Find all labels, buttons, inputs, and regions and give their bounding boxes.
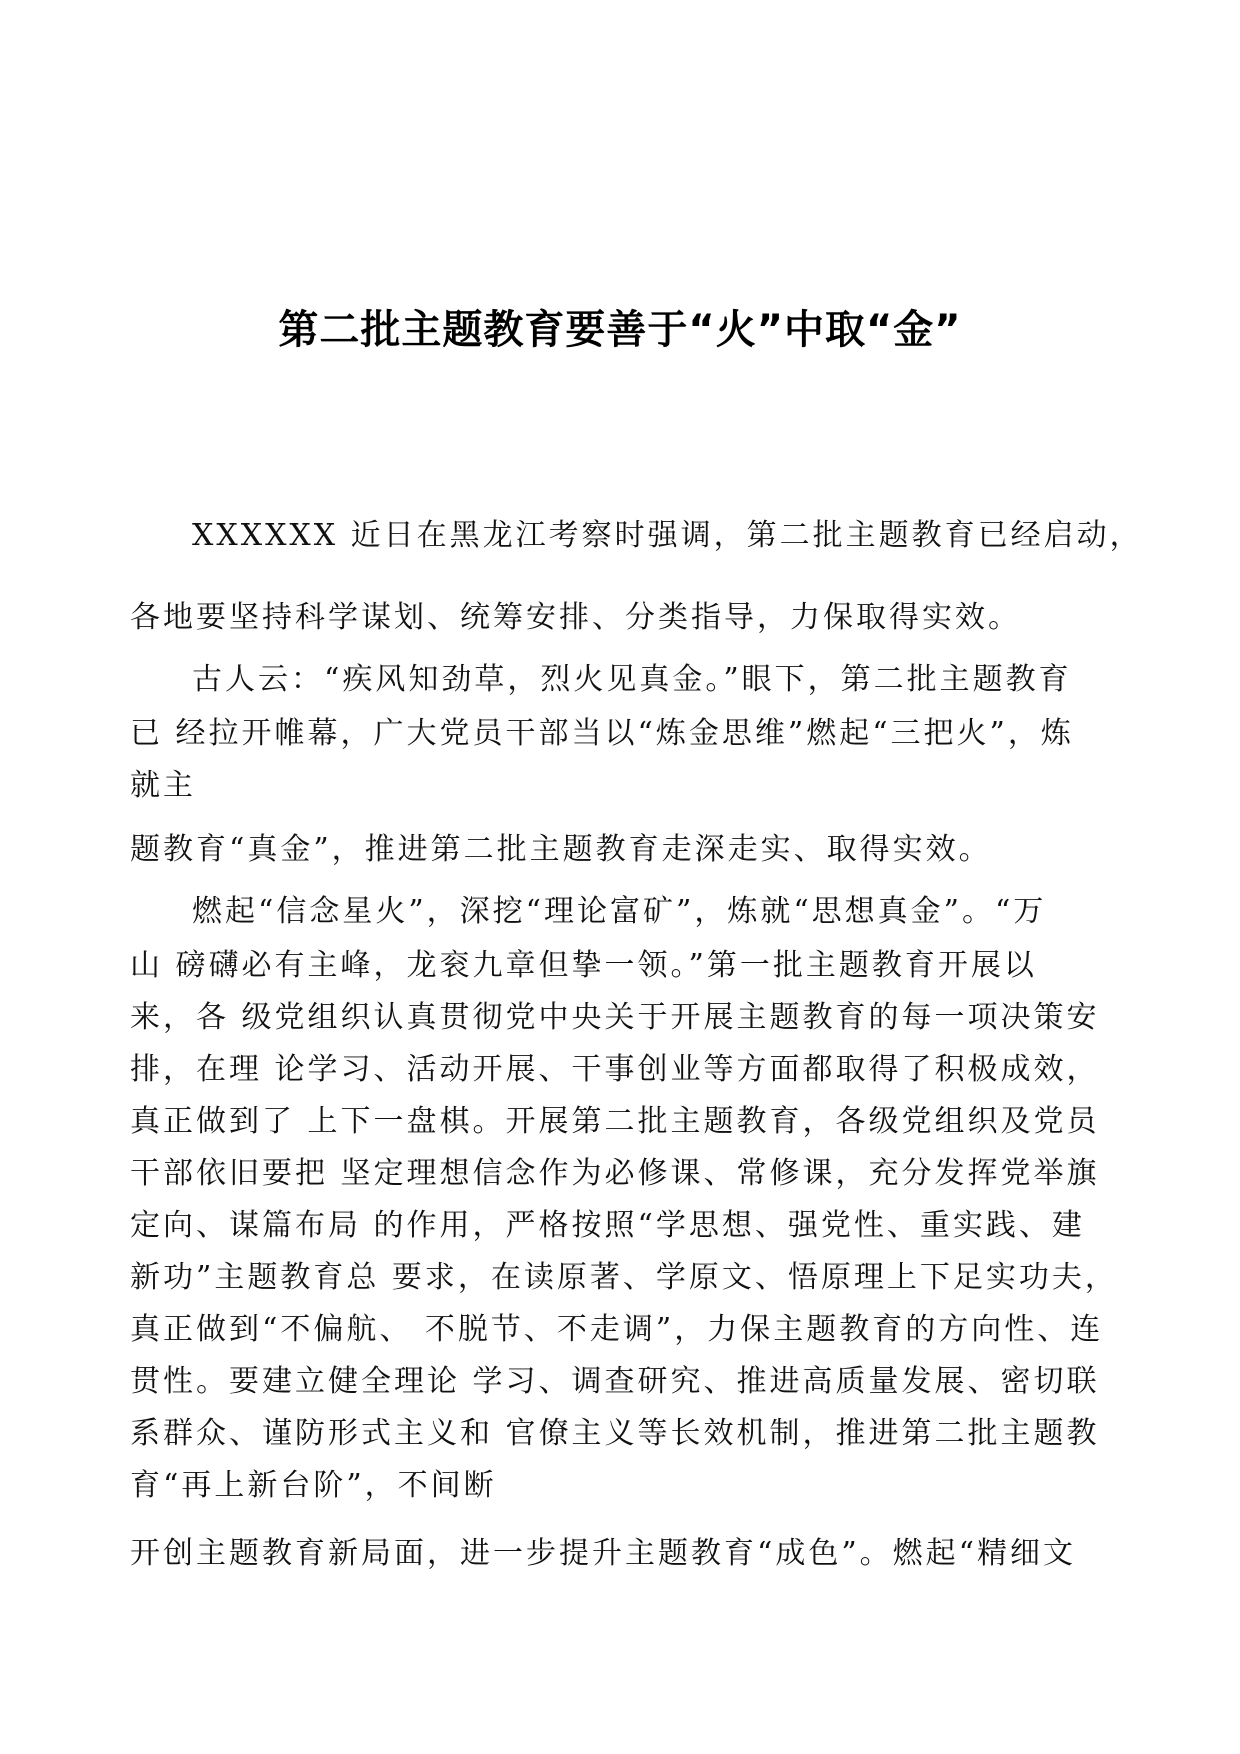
body-line: 真正做到了 上下一盘棋。开展第二批主题教育，各级党组织及党员 [130, 1104, 1100, 1139]
document-title: 第二批主题教育要善于“火”中取“金” [278, 307, 962, 353]
body-line: 定向、谋篇布局 的作用，严格按照“学思想、强党性、重实践、建 [130, 1208, 1085, 1243]
body-line: 新功”主题教育总 要求，在读原著、学原文、悟原理上下足实功夫， [130, 1260, 1118, 1295]
body-line: 来，各 级党组织认真贯彻党中央关于开展主题教育的每一项决策安 [130, 1000, 1100, 1035]
body-line: 贯性。要建立健全理论 学习、调查研究、推进高质量发展、密切联 [130, 1364, 1100, 1399]
body-line: XXXXXX 近日在黑龙江考察时强调，第二批主题教育已经启动， [192, 518, 1143, 553]
body-line: 古人云：“疾风知劲草，烈火见真金。”眼下，第二批主题教育 [192, 662, 1072, 697]
body-line: 真正做到“不偏航、 不脱节、不走调”，力保主题教育的方向性、连 [130, 1312, 1104, 1347]
body-line: 各地要坚持科学谋划、统筹安排、分类指导，力保取得实效。 [130, 600, 1021, 635]
body-line: 干部依旧要把 坚定理想信念作为必修课、常修课，充分发挥党举旗 [130, 1156, 1100, 1191]
body-line: 排，在理 论学习、活动开展、干事创业等方面都取得了积极成效， [130, 1052, 1100, 1087]
body-line: 育“再上新台阶”，不间断 [130, 1468, 497, 1503]
body-line: 就主 [130, 768, 196, 803]
body-line: 燃起“信念星火”，深挖“理论富矿”，炼就“思想真金”。“万 [192, 894, 1047, 929]
body-line: 已 经拉开帷幕，广大党员干部当以“炼金思维”燃起“三把火”，炼 [130, 716, 1074, 751]
body-line: 山 磅礴必有主峰，龙衮九章但挚一领。”第一批主题教育开展以 [130, 948, 1037, 983]
body-line: 题教育“真金”，推进第二批主题教育走深走实、取得实效。 [130, 832, 992, 867]
body-line: 系群众、谨防形式主义和 官僚主义等长效机制，推进第二批主题教 [130, 1416, 1100, 1451]
body-line: 开创主题教育新局面，进一步提升主题教育“成色”。燃起“精细文 [130, 1536, 1077, 1571]
